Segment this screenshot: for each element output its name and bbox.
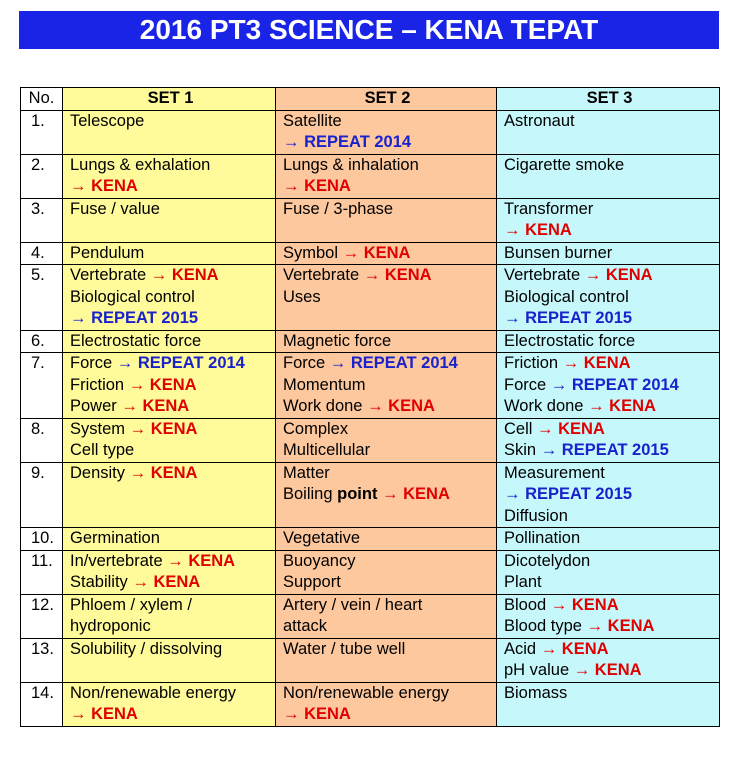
topic-text: Plant — [504, 573, 542, 591]
cell-set-3 — [497, 154, 720, 198]
topic-text: Matter — [283, 463, 330, 482]
cell-line — [70, 265, 271, 287]
row-number: 6. — [21, 330, 63, 353]
cell-set-2 — [276, 594, 497, 638]
cell-line — [283, 683, 492, 705]
topic-text: Force — [70, 354, 117, 372]
cell-line — [70, 353, 271, 375]
topic-text: Friction — [70, 375, 129, 394]
kena-label: → KENA — [550, 595, 619, 614]
cell-line — [283, 353, 492, 375]
topic-text: Lungs & exhalation — [70, 155, 211, 174]
kena-label: → KENA — [121, 397, 190, 415]
cell-line — [504, 506, 715, 528]
cell-line — [504, 331, 715, 353]
kena-label: → KENA — [128, 375, 197, 394]
cell-line — [70, 111, 271, 133]
kena-label: → KENA — [540, 639, 609, 658]
topic-text: Vertebrate — [283, 266, 364, 284]
topic-text: Blood type — [504, 617, 587, 635]
topic-text: attack — [283, 617, 328, 635]
cell-set-3 — [497, 330, 720, 353]
cell-set-3 — [497, 682, 720, 726]
cell-set-2 — [276, 682, 497, 726]
cell-line — [283, 616, 492, 638]
cell-line — [283, 419, 492, 441]
topic-text: Fuse / value — [70, 199, 160, 218]
cell-line — [70, 155, 271, 177]
topic-text: Vertebrate — [504, 266, 585, 284]
cell-line — [70, 331, 271, 353]
cell-line — [283, 243, 492, 265]
cell-set-2 — [276, 418, 497, 462]
cell-set-2 — [276, 242, 497, 265]
cell-line — [70, 639, 271, 661]
cell-set-1 — [63, 682, 276, 726]
cell-set-3 — [497, 353, 720, 419]
topic-text: Stability — [70, 573, 133, 591]
cell-line — [70, 176, 271, 198]
cell-set-1 — [63, 154, 276, 198]
table-row — [21, 462, 720, 528]
topic-text: Force — [283, 354, 330, 372]
cell-set-2 — [276, 265, 497, 331]
topic-text: Density — [70, 463, 130, 482]
topic-text: Complex — [283, 419, 349, 438]
topic-text: Pollination — [504, 529, 581, 547]
cell-line — [504, 616, 715, 638]
cell-line — [504, 220, 715, 242]
cell-set-2 — [276, 154, 497, 198]
topic-text: Friction — [504, 354, 563, 372]
row-number: 13. — [21, 638, 63, 682]
cell-line — [504, 265, 715, 287]
cell-set-3 — [497, 198, 720, 242]
topic-text: Artery / vein / heart — [283, 595, 423, 614]
cell-line — [504, 419, 715, 441]
topic-text: Diffusion — [504, 506, 568, 525]
topic-text: Solubility / dissolving — [70, 639, 223, 658]
kena-label: → KENA — [382, 485, 450, 503]
table-row — [21, 418, 720, 462]
cell-line — [70, 396, 271, 418]
topic-text: hydroponic — [70, 617, 151, 635]
topic-text: Symbol — [283, 243, 343, 262]
repeat-label: → REPEAT 2014 — [116, 354, 245, 372]
cell-set-1 — [63, 198, 276, 242]
cell-line — [70, 308, 271, 330]
cell-set-1 — [63, 528, 276, 551]
kena-label: → KENA — [283, 705, 351, 723]
cell-set-2 — [276, 110, 497, 154]
topic-text: Work done — [283, 397, 368, 415]
cell-line — [504, 683, 715, 705]
table-row — [21, 330, 720, 353]
cell-set-2 — [276, 198, 497, 242]
topic-text: Blood — [504, 595, 551, 614]
header-row — [21, 88, 720, 111]
topic-text: Momentum — [283, 375, 366, 394]
topic-text: Telescope — [70, 111, 145, 130]
table-row — [21, 154, 720, 198]
topic-text: Multicellular — [283, 441, 371, 459]
cell-set-3 — [497, 638, 720, 682]
cell-set-3 — [497, 550, 720, 594]
cell-line — [70, 419, 271, 441]
kena-label: → KENA — [363, 266, 432, 284]
cell-set-2 — [276, 550, 497, 594]
topic-text: Force — [504, 375, 551, 394]
topics-table — [20, 87, 720, 727]
cell-line — [70, 287, 271, 309]
cell-line — [70, 440, 271, 462]
topic-text: Water / tube well — [283, 639, 406, 658]
table-row — [21, 682, 720, 726]
row-number: 8. — [21, 418, 63, 462]
table-row — [21, 638, 720, 682]
topic-text: Lungs & inhalation — [283, 155, 419, 174]
topic-text: Fuse / 3-phase — [283, 199, 394, 218]
cell-line — [283, 287, 492, 309]
topic-text: Non/renewable energy — [70, 683, 237, 702]
cell-line — [283, 132, 492, 154]
cell-line — [70, 683, 271, 705]
repeat-label: → REPEAT 2014 — [329, 354, 458, 372]
cell-line — [504, 639, 715, 661]
row-number: 10. — [21, 528, 63, 551]
topic-text: Bunsen burner — [504, 243, 613, 262]
repeat-label: → REPEAT 2015 — [504, 309, 633, 327]
topic-text: Pendulum — [70, 243, 145, 262]
topic-text: Support — [283, 573, 341, 591]
header-no: No. — [21, 88, 63, 111]
topic-text: System — [70, 419, 130, 438]
cell-line — [504, 199, 715, 221]
cell-set-1 — [63, 265, 276, 331]
repeat-label: → REPEAT 2014 — [550, 375, 679, 394]
cell-line — [283, 375, 492, 397]
kena-label: → KENA — [504, 221, 572, 239]
topic-text: Germination — [70, 529, 160, 547]
repeat-label: → REPEAT 2015 — [540, 441, 669, 459]
header-set-1: SET 1 — [63, 88, 276, 111]
cell-set-1 — [63, 242, 276, 265]
cell-line — [283, 199, 492, 221]
topic-text: Transformer — [504, 199, 594, 218]
cell-set-3 — [497, 462, 720, 528]
cell-set-2 — [276, 353, 497, 419]
topic-text: Biological control — [504, 287, 629, 306]
cell-set-3 — [497, 265, 720, 331]
cell-line — [504, 484, 715, 506]
page-title: 2016 PT3 SCIENCE – KENA TEPAT — [19, 11, 719, 49]
topic-text: In/vertebrate — [70, 551, 168, 570]
cell-set-3 — [497, 594, 720, 638]
kena-label: → KENA — [573, 661, 642, 679]
topic-text: Skin — [504, 441, 541, 459]
cell-line — [504, 353, 715, 375]
cell-line — [283, 155, 492, 177]
table-row — [21, 110, 720, 154]
cell-set-1 — [63, 462, 276, 528]
kena-label: → KENA — [129, 463, 198, 482]
cell-line — [283, 528, 492, 550]
kena-label: → KENA — [167, 551, 236, 570]
cell-line — [283, 331, 492, 353]
cell-set-1 — [63, 418, 276, 462]
cell-line — [283, 704, 492, 726]
table-row — [21, 265, 720, 331]
table-row — [21, 242, 720, 265]
topic-text: Cell type — [70, 441, 135, 459]
cell-line — [70, 243, 271, 265]
topic-text: Electrostatic force — [70, 331, 202, 350]
topic-text: Phloem / xylem / — [70, 595, 192, 614]
topic-text: Buoyancy — [283, 551, 356, 570]
header-set-3: SET 3 — [497, 88, 720, 111]
kena-label: → KENA — [283, 177, 351, 195]
row-number: 11. — [21, 550, 63, 594]
cell-line — [283, 639, 492, 661]
topic-text: Boiling — [283, 485, 338, 503]
cell-set-2 — [276, 462, 497, 528]
cell-line — [70, 375, 271, 397]
cell-line — [70, 616, 271, 638]
row-number: 4. — [21, 242, 63, 265]
topic-text: Non/renewable energy — [283, 683, 450, 702]
cell-set-1 — [63, 550, 276, 594]
cell-line — [283, 572, 492, 594]
kena-label: → KENA — [129, 419, 198, 438]
cell-line — [504, 528, 715, 550]
kena-label: → KENA — [367, 397, 435, 415]
topic-text: Magnetic force — [283, 331, 392, 350]
topic-text: Cigarette smoke — [504, 155, 625, 174]
topic-text: Satellite — [283, 111, 342, 130]
cell-set-2 — [276, 330, 497, 353]
cell-set-3 — [497, 418, 720, 462]
cell-line — [283, 396, 492, 418]
cell-line — [504, 595, 715, 617]
topic-text: Cell — [504, 419, 538, 438]
topic-text: Measurement — [504, 463, 605, 482]
kena-label: → KENA — [586, 617, 655, 635]
row-number: 2. — [21, 154, 63, 198]
cell-line — [504, 572, 715, 594]
cell-line — [283, 463, 492, 485]
cell-set-2 — [276, 638, 497, 682]
cell-line — [70, 572, 271, 594]
cell-line — [504, 660, 715, 682]
cell-line — [70, 595, 271, 617]
cell-line — [504, 551, 715, 573]
kena-label: → KENA — [588, 397, 656, 415]
topic-text: Astronaut — [504, 111, 575, 130]
cell-line — [504, 155, 715, 177]
kena-label: → KENA — [584, 266, 653, 284]
cell-line — [504, 375, 715, 397]
topic-text: Dicotelydon — [504, 551, 591, 570]
kena-label: → KENA — [150, 266, 219, 284]
row-number: 1. — [21, 110, 63, 154]
cell-line — [504, 287, 715, 309]
cell-set-3 — [497, 242, 720, 265]
kena-label: → KENA — [537, 419, 605, 438]
kena-label: → KENA — [70, 177, 138, 195]
cell-set-2 — [276, 528, 497, 551]
topic-text: point — [337, 485, 378, 503]
cell-line — [283, 551, 492, 573]
cell-line — [504, 243, 715, 265]
kena-label: → KENA — [562, 354, 631, 372]
kena-label: → KENA — [132, 573, 201, 591]
row-number: 7. — [21, 353, 63, 419]
row-number: 12. — [21, 594, 63, 638]
kena-label: → KENA — [342, 243, 411, 262]
cell-set-3 — [497, 110, 720, 154]
table-body — [21, 110, 720, 726]
row-number: 9. — [21, 462, 63, 528]
topic-text: Electrostatic force — [504, 331, 636, 350]
cell-line — [283, 265, 492, 287]
topic-text: Vertebrate — [70, 266, 151, 284]
cell-line — [504, 463, 715, 485]
cell-line — [70, 199, 271, 221]
cell-set-1 — [63, 110, 276, 154]
table-row — [21, 353, 720, 419]
cell-line — [504, 111, 715, 133]
cell-line — [504, 308, 715, 330]
topic-text: Biomass — [504, 683, 568, 702]
repeat-label: → REPEAT 2014 — [283, 133, 412, 151]
cell-set-1 — [63, 594, 276, 638]
cell-line — [70, 463, 271, 485]
table-row — [21, 528, 720, 551]
cell-line — [504, 396, 715, 418]
cell-line — [70, 704, 271, 726]
cell-line — [70, 528, 271, 550]
cell-set-1 — [63, 638, 276, 682]
topic-text: Power — [70, 397, 122, 415]
repeat-label: → REPEAT 2015 — [504, 485, 633, 503]
table-row — [21, 198, 720, 242]
cell-line — [283, 440, 492, 462]
cell-set-1 — [63, 353, 276, 419]
cell-set-3 — [497, 528, 720, 551]
topic-text: Biological control — [70, 287, 195, 306]
header-set-2: SET 2 — [276, 88, 497, 111]
row-number: 3. — [21, 198, 63, 242]
kena-label: → KENA — [70, 705, 138, 723]
cell-line — [504, 440, 715, 462]
row-number: 14. — [21, 682, 63, 726]
repeat-label: → REPEAT 2015 — [70, 309, 199, 327]
topic-text: Work done — [504, 397, 589, 415]
cell-set-1 — [63, 330, 276, 353]
topic-text: Vegetative — [283, 529, 361, 547]
cell-line — [70, 551, 271, 573]
cell-line — [283, 111, 492, 133]
cell-line — [283, 484, 492, 506]
cell-line — [283, 176, 492, 198]
row-number: 5. — [21, 265, 63, 331]
topic-text: pH value — [504, 661, 574, 679]
table-row — [21, 550, 720, 594]
table-row — [21, 594, 720, 638]
topic-text: Acid — [504, 639, 541, 658]
topic-text: Uses — [283, 287, 321, 306]
cell-line — [283, 595, 492, 617]
